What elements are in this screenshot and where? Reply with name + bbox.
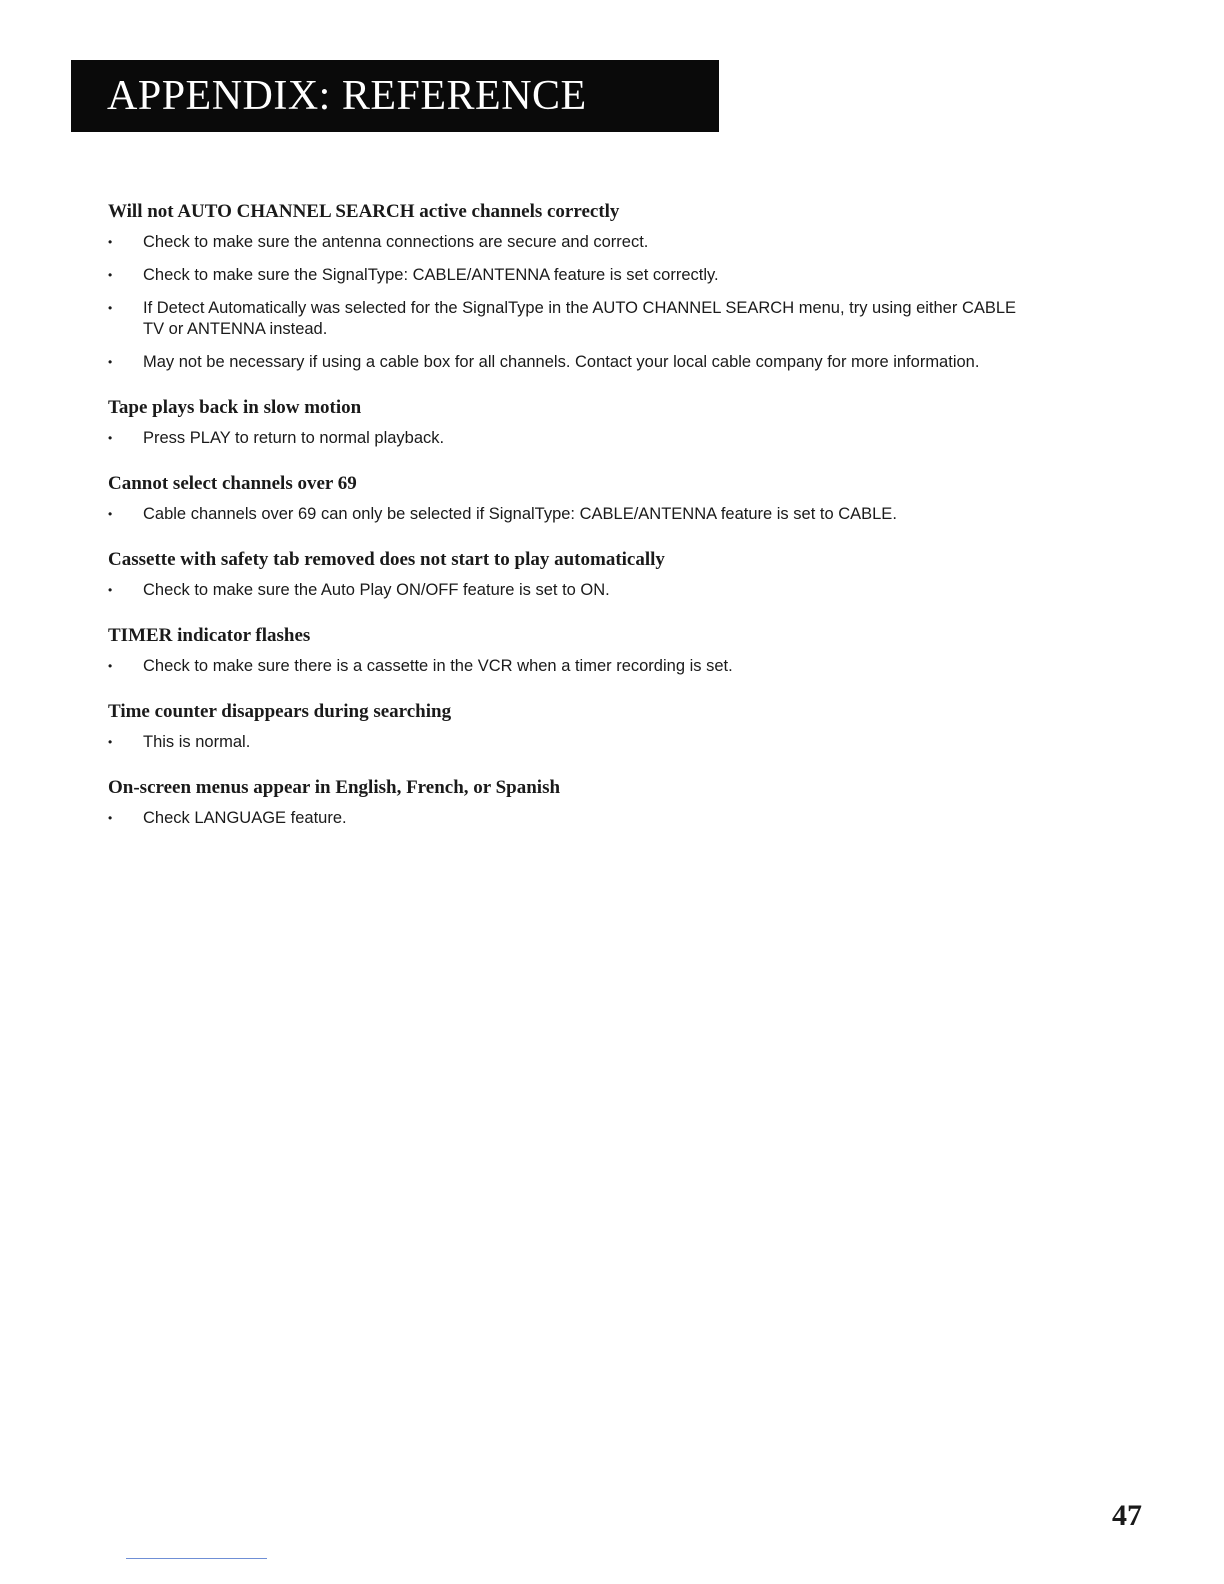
bullet-icon: • [108,507,113,521]
bullet-icon: • [108,355,113,369]
section-title: TIMER indicator flashes [108,625,311,646]
list-item [108,428,1028,449]
section-title: Cannot select channels over 69 [108,473,357,494]
list-item-text: Check to make sure there is a cassette in the VCR when a timer recording is set. [143,657,733,675]
list-item-text: This is normal. [143,733,251,751]
section-timer-indicator [108,622,1028,677]
list-item-text: Cable channels over 69 can only be selected if SignalType: CABLE/ANTENNA feature is set to CABLE. [143,505,897,523]
list-item [108,298,1028,340]
bottom-divider [126,1558,267,1559]
list-item [108,808,1028,829]
list-item-text: If Detect Automatically was selected for the SignalType in the AUTO CHANNEL SEARCH menu, try using either CABLE TV or ANTENNA instead. [143,299,1017,338]
page-title: APPENDIX: REFERENCE [107,73,587,119]
bullet-list [108,580,1028,601]
section-language [108,774,1028,829]
bullet-icon: • [108,301,113,315]
bullet-icon: • [108,659,113,673]
bullet-list [108,232,1028,373]
bullet-list [108,428,1028,449]
section-time-counter [108,698,1028,753]
section-title: On-screen menus appear in English, French, or Spanish [108,777,561,798]
bullet-icon: • [108,735,113,749]
header-bar [71,60,719,132]
list-item [108,265,1028,286]
troubleshooting-content [108,198,1028,850]
list-item-text: Check to make sure the SignalType: CABLE/ANTENNA feature is set correctly. [143,266,719,284]
section-auto-channel-search [108,198,1028,373]
list-item [108,580,1028,601]
list-item-text: Check LANGUAGE feature. [143,809,347,827]
section-title: Will not AUTO CHANNEL SEARCH active channels correctly [108,201,620,222]
list-item [108,732,1028,753]
section-channels-over-69 [108,470,1028,525]
bullet-icon: • [108,583,113,597]
list-item [108,232,1028,253]
bullet-icon: • [108,811,113,825]
bullet-list [108,656,1028,677]
bullet-icon: • [108,268,113,282]
bullet-icon: • [108,431,113,445]
list-item [108,656,1028,677]
section-title: Cassette with safety tab removed does not start to play automatically [108,549,665,570]
section-title: Time counter disappears during searching [108,701,452,722]
list-item [108,352,1028,373]
bullet-list [108,732,1028,753]
bullet-list [108,504,1028,525]
page-number: 47 [1112,1499,1142,1532]
list-item-text: May not be necessary if using a cable box for all channels. Contact your local cable company for more information. [143,353,980,371]
section-safety-tab [108,546,1028,601]
section-slow-motion [108,394,1028,449]
list-item-text: Press PLAY to return to normal playback. [143,429,445,447]
list-item [108,504,1028,525]
section-title: Tape plays back in slow motion [108,397,362,418]
list-item-text: Check to make sure the Auto Play ON/OFF feature is set to ON. [143,581,610,599]
bullet-list [108,808,1028,829]
list-item-text: Check to make sure the antenna connections are secure and correct. [143,233,649,251]
bullet-icon: • [108,235,113,249]
